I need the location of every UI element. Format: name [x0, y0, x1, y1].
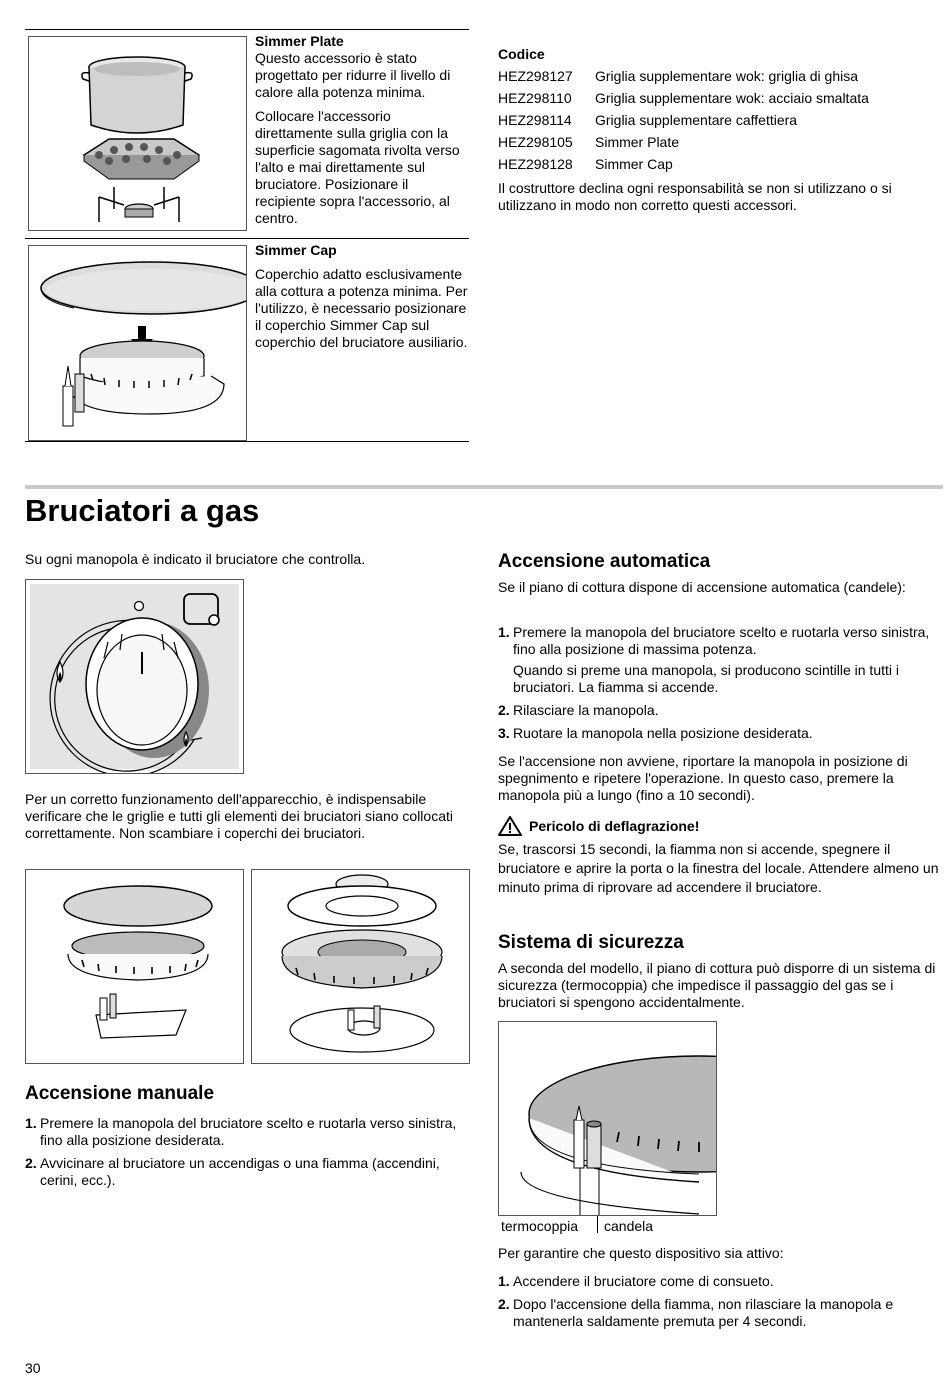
knob-figure	[25, 579, 244, 774]
thermocouple-figure	[498, 1021, 717, 1216]
manual-steps	[25, 1115, 465, 1195]
list-item: 1. Accendere il bruciatore come di consueto.	[498, 1273, 774, 1289]
warning-heading	[498, 816, 699, 836]
label-thermocouple: termocoppia	[501, 1218, 579, 1234]
section-title: Bruciatori a gas	[25, 493, 260, 528]
code-row: HEZ298114 Griglia supplementare caffettiera	[498, 112, 798, 128]
thermocouple-illustration	[499, 1022, 716, 1215]
safety-check-intro: Per garantire che questo dispositivo sia attivo:	[498, 1245, 784, 1261]
simmer-cap-figure	[28, 245, 247, 441]
knob-illustration	[26, 580, 243, 773]
top-rule-left	[25, 29, 469, 30]
check-text: Per un corretto funzionamento dell'apparecchio, è indispensabile verificare che le griglie e tutti gli elementi dei bruciatori siano collocati correttamente. Non scambiare i coperchi dei bruciatori.	[25, 791, 453, 841]
simmer-plate-text-1: Questo accessorio è stato progettato per ridurre il livello di calore alla potenza minima.	[255, 50, 451, 100]
automatic-intro: Se il piano di cottura dispone di accensione automatica (candele):	[498, 579, 906, 595]
section-rule	[25, 485, 943, 489]
code-row: HEZ298110 Griglia supplementare wok: acciaio smaltata	[498, 90, 869, 106]
simmer-cap-title: Simmer Cap	[255, 242, 337, 258]
safety-intro: A seconda del modello, il piano di cottura può disporre di un sistema di sicurezza (termocoppia) che impedisce il passaggio del gas se i bruciatori si spengono accidentalmente.	[498, 960, 936, 1010]
simmer-plate-figure	[28, 36, 247, 231]
step-note: Quando si preme una manopola, si producono scintille in tutti i bruciatori. La fiamma si accende.	[513, 662, 899, 695]
burner-large-illustration	[252, 870, 469, 1063]
warning-text: Se, trascorsi 15 secondi, la fiamma non si accende, spegnere il bruciatore e aprire la porta o la finestra del locale. Attendere almeno un minuto prima di riprovare ad accendere il bruciatore.	[498, 841, 939, 895]
accessory-codes	[498, 43, 943, 214]
automatic-steps	[498, 624, 943, 748]
list-item: 2. Dopo l'accensione della fiamma, non rilasciare la manopola e mantenerla saldamente premuta per 4 secondi.	[498, 1296, 894, 1329]
burner-small-figure	[25, 869, 244, 1064]
safety-title: Sistema di sicurezza	[498, 932, 684, 953]
manual-title: Accensione manuale	[25, 1083, 215, 1104]
burner-small-illustration	[26, 870, 243, 1063]
burner-large-figure	[251, 869, 470, 1064]
divider-rule	[25, 238, 469, 239]
warning-icon	[498, 816, 522, 836]
code-row: HEZ298128 Simmer Cap	[498, 156, 673, 172]
simmer-cap-illustration	[29, 246, 246, 440]
code-row: HEZ298127 Griglia supplementare wok: griglia di ghisa	[498, 68, 859, 84]
label-candle: candela	[604, 1218, 654, 1234]
simmer-plate-text-2: Collocare l'accessorio direttamente sulla griglia con la superficie sagomata rivolta verso l'alto e mai direttamente sul bruciatore. Posizionare il recipiente sopra l'accessorio, al centro.	[255, 108, 460, 226]
codes-header: Codice	[498, 46, 545, 62]
automatic-title: Accensione automatica	[498, 551, 711, 572]
code-row: HEZ298105 Simmer Plate	[498, 134, 680, 150]
list-item: 1. Premere la manopola del bruciatore scelto e ruotarla verso sinistra, fino alla posizione di massima potenza. Quando si preme una manopola, si producono scintille in tutti i bruciatori. La fiamma si accende.	[498, 624, 943, 696]
page-number: 30	[25, 1360, 41, 1376]
list-item: 1. Premere la manopola del bruciatore scelto e ruotarla verso sinistra, fino alla posizione desiderata.	[25, 1115, 457, 1148]
codes-disclaimer: Il costruttore declina ogni responsabilità se non si utilizzano o si utilizzano in modo non corretto questi accessori.	[498, 180, 892, 213]
list-item: 2. Avvicinare al bruciatore un accendigas o una fiamma (accendini, cerini, ecc.).	[25, 1155, 440, 1188]
list-item: 2. Rilasciare la manopola.	[498, 702, 659, 718]
safety-steps	[498, 1273, 943, 1336]
label-separator	[597, 1216, 598, 1233]
simmer-plate-title: Simmer Plate	[255, 33, 344, 49]
section-intro: Su ogni manopola è indicato il bruciatore che controlla.	[25, 551, 366, 567]
simmer-plate-illustration	[29, 37, 246, 230]
bottom-rule-left	[25, 441, 469, 442]
list-item: 3. Ruotare la manopola nella posizione desiderata.	[498, 725, 813, 741]
simmer-cap-text: Coperchio adatto esclusivamente alla cottura a potenza minima. Per l'utilizzo, è necessario posizionare il coperchio Simmer Cap sul coperchio del bruciatore ausiliario.	[255, 266, 468, 350]
warning-title: Pericolo di deflagrazione!	[529, 817, 700, 834]
retry-text: Se l'accensione non avviene, riportare la manopola in posizione di spegnimento e ripetere l'operazione. In questo caso, premere la manopola più a lungo (fino a 10 secondi).	[498, 753, 908, 803]
